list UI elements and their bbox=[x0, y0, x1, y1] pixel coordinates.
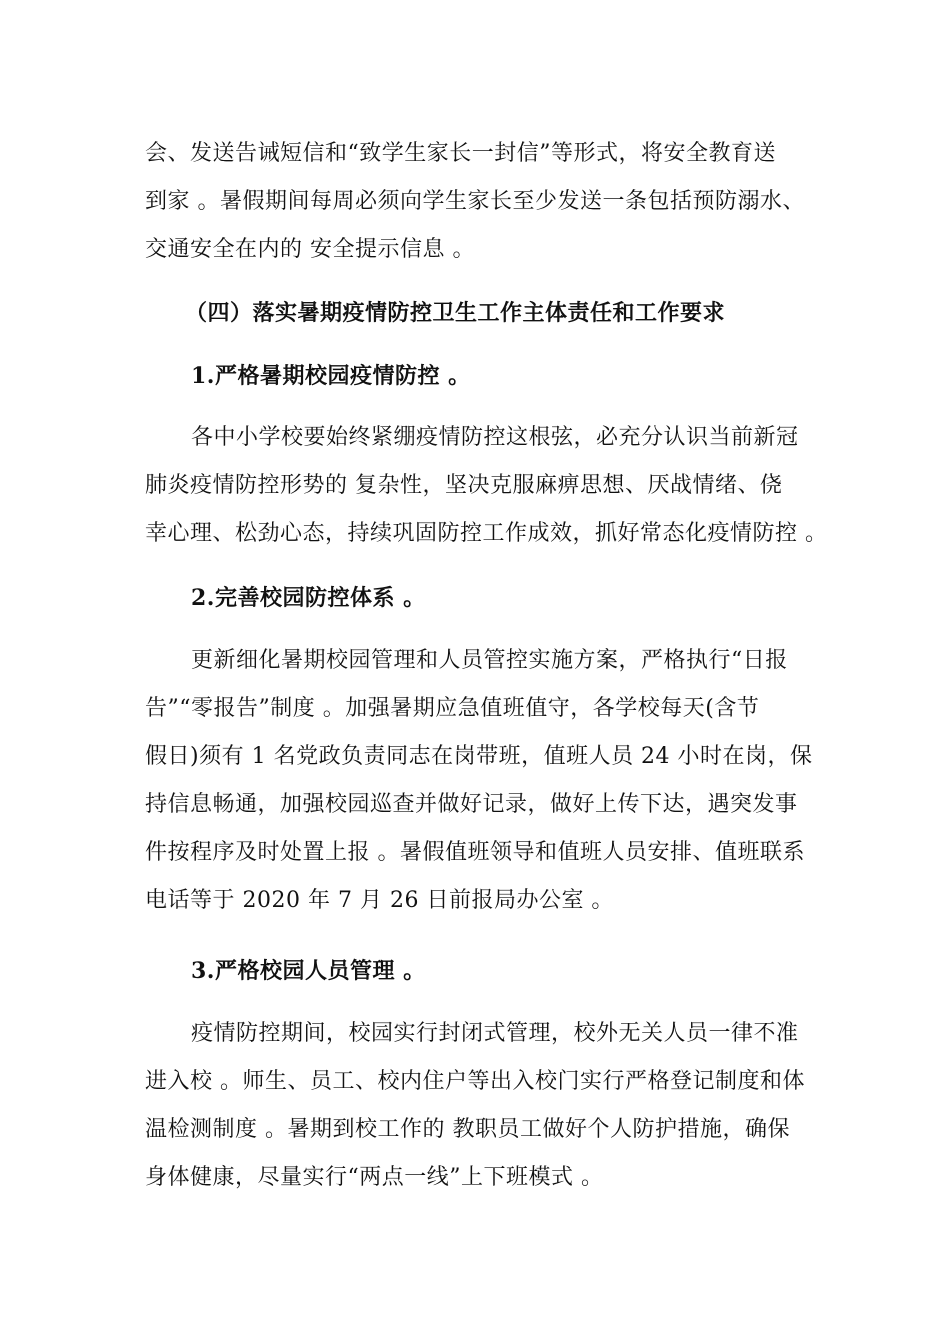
subsection-heading: 2.完善校园防控体系 。 bbox=[191, 585, 426, 611]
paragraph-line: 会、发送告诫短信和“致学生家长一封信”等形式，将安全教育送 bbox=[145, 141, 776, 166]
paragraph-line: 肺炎疫情防控形势的 复杂性，坚决克服麻痹思想、厌战情绪、侥 bbox=[145, 473, 783, 498]
paragraph-line: 疫情防控期间，校园实行封闭式管理，校外无关人员一律不准 bbox=[191, 1021, 799, 1046]
paragraph-line: 温检测制度 。暑期到校工作的 教职员工做好个人防护措施，确保 bbox=[145, 1117, 790, 1142]
paragraph-line: 到家 。暑假期间每周必须向学生家长至少发送一条包括预防溺水、 bbox=[145, 189, 805, 214]
paragraph-line: 电话等于 2020 年 7 月 26 日前报局办公室 。 bbox=[145, 888, 614, 913]
paragraph-line: 身体健康，尽量实行“两点一线”上下班模式 。 bbox=[145, 1165, 604, 1190]
section-heading: （四）落实暑期疫情防控卫生工作主体责任和工作要求 bbox=[185, 300, 726, 326]
paragraph-line: 交通安全在内的 安全提示信息 。 bbox=[145, 237, 475, 262]
paragraph-line: 进入校 。师生、员工、校内住户等出入校门实行严格登记制度和体 bbox=[145, 1069, 805, 1094]
paragraph-line: 告”“零报告”制度 。加强暑期应急值班值守，各学校每天(含节 bbox=[145, 696, 760, 721]
paragraph-line: 各中小学校要始终紧绷疫情防控这根弦，必充分认识当前新冠 bbox=[191, 425, 799, 450]
paragraph-line: 更新细化暑期校园管理和人员管控实施方案，严格执行“日报 bbox=[191, 648, 788, 673]
subsection-heading: 1.严格暑期校园疫情防控 。 bbox=[191, 363, 471, 389]
paragraph-line: 假日)须有 1 名党政负责同志在岗带班，值班人员 24 小时在岗，保 bbox=[145, 744, 813, 769]
subsection-heading: 3.严格校园人员管理 。 bbox=[191, 958, 426, 984]
paragraph-line: 件按程序及时处置上报 。暑假值班领导和值班人员安排、值班联系 bbox=[145, 840, 805, 865]
paragraph-line: 幸心理、松劲心态，持续巩固防控工作成效，抓好常态化疫情防控 。 bbox=[145, 521, 828, 546]
paragraph-line: 持信息畅通，加强校园巡查并做好记录，做好上传下达，遇突发事 bbox=[145, 792, 798, 817]
